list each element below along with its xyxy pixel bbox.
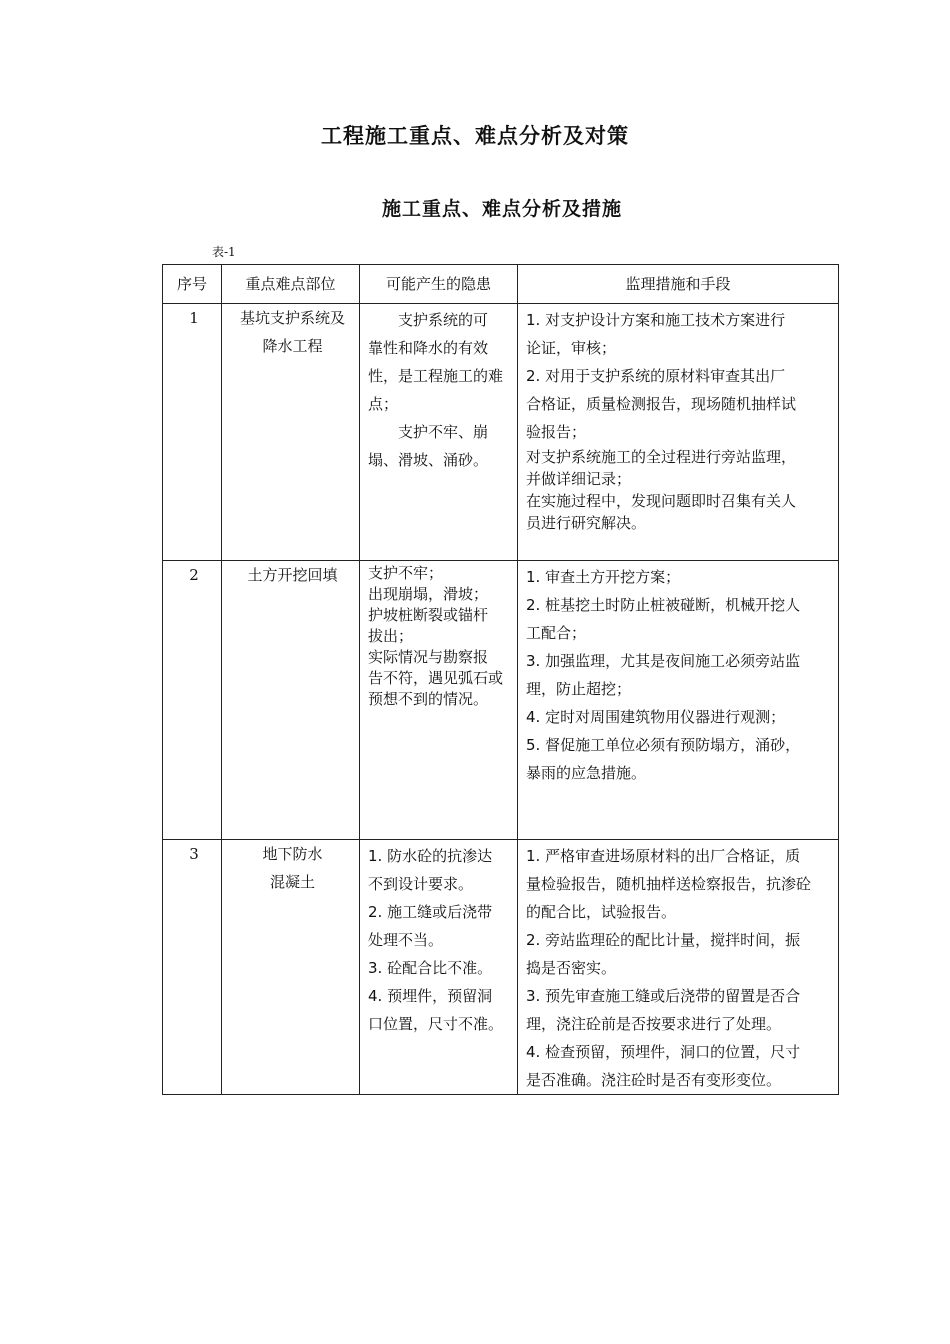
row-part — [222, 304, 360, 561]
table-label: 表-1 — [212, 245, 236, 259]
measure-line: 暴雨的应急措施。 — [526, 764, 647, 782]
risk-line: 护坡桩断裂或锚杆 — [368, 606, 489, 624]
header-part: 重点难点部位 — [222, 265, 360, 304]
table-row — [163, 561, 839, 840]
header-measure: 监理措施和手段 — [518, 265, 839, 304]
measure-line: 量检验报告，随机抽样送检察报告，抗渗砼 — [526, 875, 812, 893]
risk-line: 实际情况与勘察报 — [368, 648, 489, 666]
row-measure — [518, 304, 839, 561]
row-measure — [518, 561, 839, 840]
risk-line: 支护系统的可 — [398, 311, 489, 329]
risk-line: 性，是工程施工的难 — [368, 367, 504, 385]
measure-line: 2. 旁站监理砼的配比计量，搅拌时间，振 — [526, 931, 801, 949]
risk-line: 口位置，尺寸不准。 — [368, 1015, 504, 1033]
measure-line: 论证，审核； — [526, 339, 617, 357]
measure-line: 4. 检查预留，预埋件，洞口的位置，尺寸 — [526, 1043, 801, 1061]
risk-line: 出现崩塌，滑坡； — [368, 585, 489, 603]
measure-line: 5. 督促施工单位必须有预防塌方，涌砂， — [526, 736, 801, 754]
part-line: 降水工程 — [262, 337, 323, 355]
risk-line: 告不符，遇见弧石或 — [368, 669, 504, 687]
table-title: 施工重点、难点分析及措施 — [381, 198, 622, 220]
table-header-row — [163, 265, 839, 304]
table-row — [163, 304, 839, 561]
risk-line: 处理不当。 — [368, 931, 444, 949]
header-risk: 可能产生的隐患 — [360, 265, 518, 304]
risk-line: 1. 防水砼的抗渗达 — [368, 847, 493, 865]
measure-line: 是否准确。浇注砼时是否有变形变位。 — [526, 1071, 782, 1089]
row-seq: 2 — [163, 561, 222, 840]
row-seq: 3 — [163, 840, 222, 1095]
row-part — [222, 561, 360, 840]
analysis-table — [162, 264, 839, 1095]
measure-line: 验报告； — [526, 423, 587, 441]
row-risk — [360, 561, 518, 840]
risk-line: 不到设计要求。 — [368, 875, 474, 893]
measure-line: 理，浇注砼前是否按要求进行了处理。 — [526, 1015, 782, 1033]
measure-line: 在实施过程中，发现问题即时召集有关人 — [526, 492, 797, 510]
measure-line: 合格证，质量检测报告，现场随机抽样试 — [526, 395, 797, 413]
measure-line: 的配合比，试验报告。 — [526, 903, 677, 921]
measure-line: 3. 加强监理，尤其是夜间施工必须旁站监 — [526, 652, 801, 670]
measure-line: 4. 定时对周围建筑物用仪器进行观测； — [526, 708, 786, 726]
measure-line: 捣是否密实。 — [526, 959, 617, 977]
risk-line: 预想不到的情况。 — [368, 690, 489, 708]
risk-line: 3. 砼配合比不准。 — [368, 959, 493, 977]
part-line: 土方开挖回填 — [247, 566, 338, 584]
measure-line: 2. 桩基挖土时防止桩被碰断，机械开挖人 — [526, 596, 801, 614]
part-line: 基坑支护系统及 — [239, 309, 345, 327]
measure-line: 工配合； — [526, 624, 587, 642]
risk-line: 靠性和降水的有效 — [368, 339, 489, 357]
row-risk — [360, 840, 518, 1095]
table-row — [163, 840, 839, 1095]
measure-line: 2. 对用于支护系统的原材料审查其出厂 — [526, 367, 786, 385]
row-part — [222, 840, 360, 1095]
measure-line: 并做详细记录； — [526, 470, 632, 488]
risk-line: 塌、滑坡、涌砂。 — [368, 451, 489, 469]
measure-line: 员进行研究解决。 — [526, 514, 647, 532]
measure-line: 对支护系统施工的全过程进行旁站监理， — [526, 448, 797, 466]
risk-line: 拔出； — [368, 627, 414, 645]
measure-line: 1. 对支护设计方案和施工技术方案进行 — [526, 311, 786, 329]
risk-line: 支护不牢、崩 — [398, 423, 489, 441]
risk-line: 点； — [368, 395, 399, 413]
risk-line: 2. 施工缝或后浇带 — [368, 903, 493, 921]
measure-line: 理，防止超挖； — [526, 680, 632, 698]
document-title: 工程施工重点、难点分析及对策 — [321, 123, 629, 148]
risk-line: 支护不牢； — [368, 564, 444, 582]
header-seq: 序号 — [163, 265, 222, 304]
measure-line: 3. 预先审查施工缝或后浇带的留置是否合 — [526, 987, 801, 1005]
part-line: 地下防水 — [262, 845, 323, 863]
measure-line: 1. 严格审查进场原材料的出厂合格证，质 — [526, 847, 801, 865]
row-risk — [360, 304, 518, 561]
risk-line: 4. 预埋件，预留洞 — [368, 987, 493, 1005]
measure-line: 1. 审查土方开挖方案； — [526, 568, 681, 586]
row-measure — [518, 840, 839, 1095]
row-seq: 1 — [163, 304, 222, 561]
part-line: 混凝土 — [269, 873, 315, 891]
